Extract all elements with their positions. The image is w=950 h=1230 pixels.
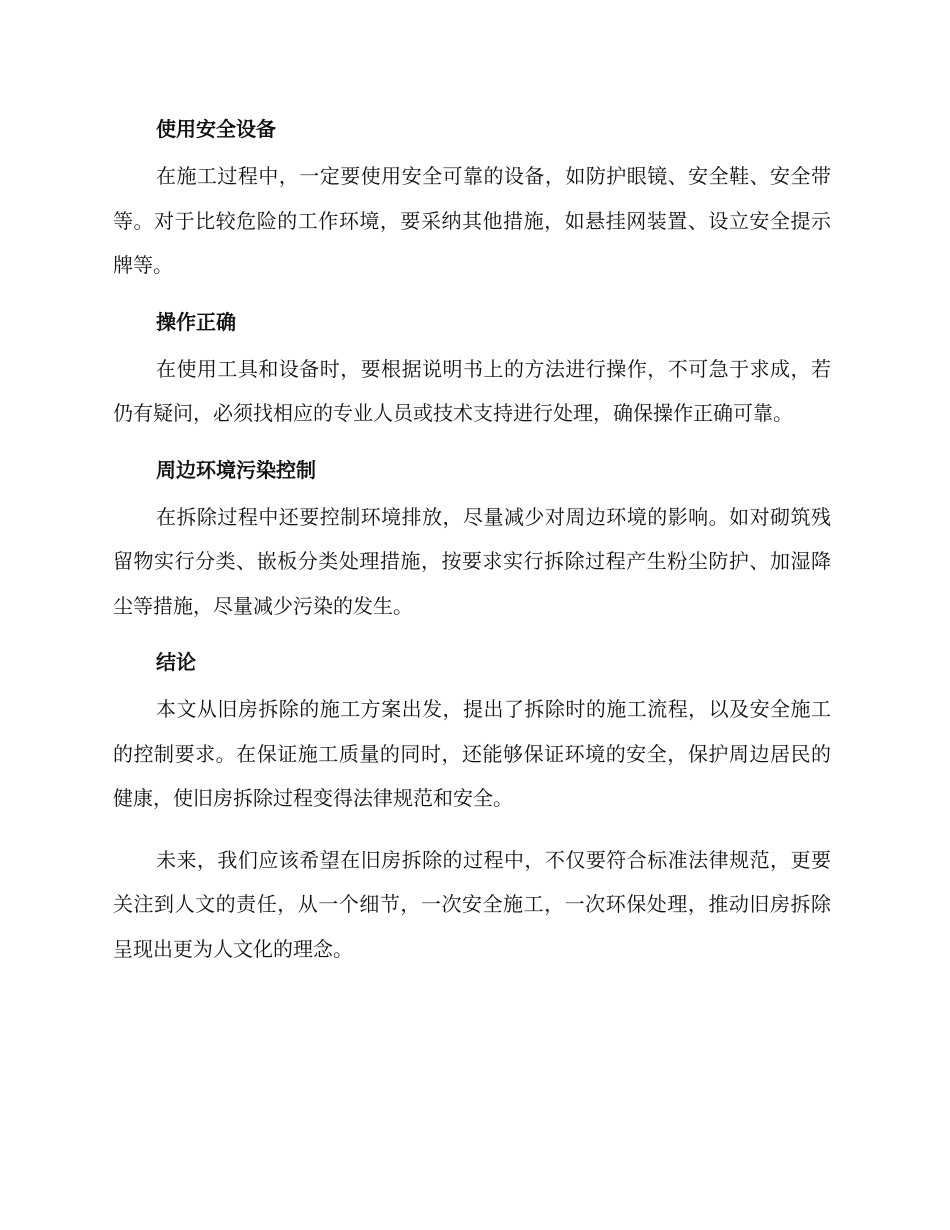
paragraph-correct-operation: 在使用工具和设备时，要根据说明书上的方法进行操作，不可急于求成，若仍有疑问，必须找相应的专业人员或技术支持进行处理，确保操作正确可靠。 [113, 356, 831, 425]
section-heading-pollution-control: 周边环境污染控制 [156, 457, 316, 482]
section-heading-conclusion: 结论 [156, 650, 196, 674]
section-heading-correct-operation: 操作正确 [156, 309, 236, 334]
paragraph-safety-equipment: 在施工过程中，一定要使用安全可靠的设备，如防护眼镜、安全鞋、安全带等。对于比较危险的工作环境，要采纳其他措施，如悬挂网装置、设立安全提示牌等。 [113, 164, 831, 277]
section-heading-safety-equipment: 使用安全设备 [156, 117, 276, 141]
paragraph-conclusion-2: 未来，我们应该希望在旧房拆除的过程中，不仅要符合标准法律规范，更要关注到人文的责任，从一个细节，一次安全施工，一次环保处理，推动旧房拆除呈现出更为人文化的理念。 [113, 847, 831, 961]
document-body [113, 109, 831, 986]
paragraph-conclusion-1: 本文从旧房拆除的施工方案出发，提出了拆除时的施工流程，以及安全施工的控制要求。在保证施工质量的同时，还能够保证环境的安全，保护周边居民的健康，使旧房拆除过程变得法律规范和安全。 [113, 697, 831, 810]
paragraph-pollution-control: 在拆除过程中还要控制环境排放，尽量减少对周边环境的影响。如对砌筑残留物实行分类、嵌板分类处理措施，按要求实行拆除过程产生粉尘防护、加湿降尘等措施，尽量减少污染的发生。 [113, 504, 831, 618]
